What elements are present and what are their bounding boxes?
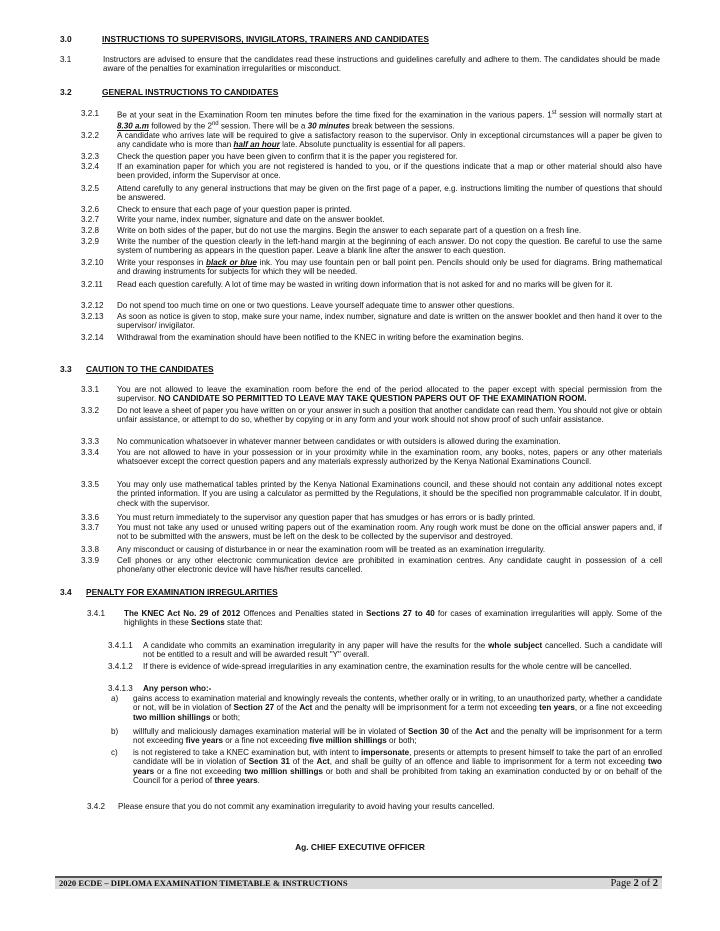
item-3-4-1 <box>87 609 662 628</box>
item-number: 3.3.6 <box>81 513 100 522</box>
item-text: Write the number of the question clearly in the left-hand margin at the beginning of each answer. Do not copy the question. Be careful to use the same system of numbering as appears in the question paper. Leave a blank line after the answer to each question. <box>117 237 662 256</box>
item-text: Read each question carefully. A lot of time may be wasted in writing down information that is not asked for and no marks will be given for it. <box>117 280 613 289</box>
sub-item-label: b) <box>111 727 119 736</box>
paragraph-text: Instructors are advised to ensure that the candidates read these instructions and guidelines carefully and adhere to them. The candidates should be made aware of the penalties for examination irregularities or misconduct. <box>103 55 660 74</box>
item-text: The KNEC Act No. 29 of 2012 Offences and Penalties stated in Sections 27 to 40 for cases of examination irregularities will apply. Some of the highlights in these Sections state that: <box>124 609 662 628</box>
sub-item-text: gains access to examination material and knowingly reveals the contents, whether orally or in writing, to an unauthorized party, whether a candidate or not, will be in violation of Section 27 of the Act and the penalty will be imprisonment for a term not exceeding ten years, or a fine not exceeding two million shillings or both; <box>133 694 662 722</box>
item-number: 3.2.5 <box>81 184 100 193</box>
item-text: You must return immediately to the supervisor any question paper that has smudges or has errors or is badly printed. <box>117 513 536 522</box>
item-number: 3.3.8 <box>81 545 100 554</box>
section-title: INSTRUCTIONS TO SUPERVISORS, INVIGILATORS, TRAINERS AND CANDIDATES <box>102 34 429 44</box>
section-number: 3.3 <box>60 364 72 374</box>
item-number: 3.4.2 <box>87 802 106 811</box>
section-3-2-heading <box>60 87 279 97</box>
item-text: Check to ensure that each page of your question paper is printed. <box>117 205 352 214</box>
section-number: 3.2 <box>60 87 72 97</box>
item-number: 3.2.11 <box>81 280 103 289</box>
item-3-3-3 <box>81 437 662 446</box>
item-3-3-2 <box>81 406 662 425</box>
item-3-2-7 <box>81 215 662 224</box>
item-text: If there is evidence of wide-spread irregularities in any examination centre, the examination results for the whole centre will be cancelled. <box>143 662 632 671</box>
item-number: 3.2.10 <box>81 258 104 267</box>
item-3-4-1-1 <box>108 641 662 660</box>
item-3-3-6 <box>81 513 662 522</box>
item-text: You may only use mathematical tables printed by the Kenya National Examinations council, and these should not contain any additional notes except the printed information. If you are using a calculator as permitted by the Regulations, it should be the specified non programmable calculator. If in doubt, check with the supervisor. <box>117 480 662 508</box>
item-3-2-13 <box>81 312 662 331</box>
item-3-2-12 <box>81 301 662 310</box>
item-text: Write on both sides of the paper, but do not use the margins. Begin the answer to each separate part of a question on a fresh line. <box>117 226 582 235</box>
item-3-4-1-2 <box>108 662 662 671</box>
footer-title: 2020 ECDE – DIPLOMA EXAMINATION TIMETABLE & INSTRUCTIONS <box>59 877 348 888</box>
item-text: Attend carefully to any general instructions that may be given on the first page of a paper, e.g. instructions limiting the number of questions that should be answered. <box>117 184 662 203</box>
item-number: 3.2.8 <box>81 226 100 235</box>
page-footer <box>55 876 662 889</box>
section-3-4-heading <box>60 587 278 597</box>
section-number: 3.0 <box>60 34 72 44</box>
item-3-2-14 <box>81 333 662 342</box>
item-text: Write your responses in black or blue ink. You may use fountain pen or ball point pen. Pencils should only be used for diagrams. Bring mathematical and drawing instruments for subjects for which they will be needed. <box>117 258 662 277</box>
item-3-4-1-3 <box>108 684 662 693</box>
item-text: You must not take any used or unused writing papers out of the examination room. Any rough work must be done on the official answer papers and, if not to be submitted with the answers, must be left on the desk to be collected by the supervisor and destroyed. <box>117 523 662 542</box>
item-3-2-1 <box>81 109 662 131</box>
item-text: If an examination paper for which you are not registered is handed to you, or if the questions indicate that a map or other material should also have been provided, inform the Supervisor at once. <box>117 162 662 181</box>
item-number: 3.3.9 <box>81 556 100 565</box>
item-text: You are not allowed to leave the examination room before the end of the period allocated to the paper except with special permission from the supervisor. NO CANDIDATE SO PERMITTED TO LEAVE MAY TAKE QUESTION PAPERS OUT OF THE EXAMINATION ROOM. <box>117 385 662 404</box>
item-3-2-10 <box>81 258 662 277</box>
paragraph-3-1 <box>60 55 660 74</box>
item-3-3-4 <box>81 448 662 467</box>
section-3-0-heading <box>60 34 429 44</box>
item-3-3-5 <box>81 480 662 508</box>
sub-item-a <box>111 694 662 722</box>
item-number: 3.2.6 <box>81 205 100 214</box>
item-text: You are not allowed to have in your possession or in your proximity while in the examination room, any books, notes, papers or any other materials whatsoever except the correct question papers and any materials expressly authorized by the Kenya National Examinations Council. <box>117 448 662 467</box>
item-text: No communication whatsoever in whatever manner between candidates or with outsiders is allowed during the examination. <box>117 437 561 446</box>
item-3-2-2 <box>81 131 662 150</box>
item-text: Write your name, index number, signature and date on the answer booklet. <box>117 215 385 224</box>
paragraph-number: 3.1 <box>60 55 72 64</box>
item-number: 3.2.2 <box>81 131 100 140</box>
item-3-3-7 <box>81 523 662 542</box>
item-3-2-9 <box>81 237 662 256</box>
section-number: 3.4 <box>60 587 72 597</box>
item-number: 3.2.13 <box>81 312 104 321</box>
section-title: CAUTION TO THE CANDIDATES <box>86 364 214 374</box>
item-3-2-4 <box>81 162 662 181</box>
item-text: Check the question paper you have been given to confirm that it is the paper you registered for. <box>117 152 458 161</box>
item-number: 3.4.1 <box>87 609 106 618</box>
sub-item-text: is not registered to take a KNEC examination but, with intent to impersonate, presents or attempts to present himself to take the part of an enrolled candidate will be in violation of Section 31 of the Act, and shall be guilty of an offence and liable to imprisonment for a term not exceeding two years or a fine not exceeding two million shillings or both and shall be prohibited from taking an examination conducted by or on behalf of the Council for a period of three years. <box>133 748 662 785</box>
item-number: 3.2.4 <box>81 162 100 171</box>
item-number: 3.2.9 <box>81 237 100 246</box>
item-text: As soon as notice is given to stop, make sure your name, index number, signature and date is written on the answer booklet and then hand it over to the supervisor/ invigilator. <box>117 312 662 331</box>
item-text: Any misconduct or causing of disturbance in or near the examination room will be treated as an examination irregularity. <box>117 545 546 554</box>
item-number: 3.3.5 <box>81 480 100 489</box>
sub-item-c <box>111 748 662 785</box>
item-number: 3.2.1 <box>81 109 100 118</box>
item-text: Cell phones or any other electronic communication device are prohibited in examination centres. Any candidate caught in possession of a cell phone/any other electronic device will have his/her results cancelled. <box>117 556 662 575</box>
signature-title: Ag. CHIEF EXECUTIVE OFFICER <box>295 842 425 852</box>
item-text: Do not spend too much time on one or two questions. Leave yourself adequate time to answer other questions. <box>117 301 515 310</box>
sub-item-label: a) <box>111 694 119 703</box>
item-number: 3.3.3 <box>81 437 100 446</box>
item-3-2-5 <box>81 184 662 203</box>
item-3-2-11 <box>81 280 662 289</box>
item-3-2-8 <box>81 226 662 235</box>
sub-item-label: c) <box>111 748 118 757</box>
item-3-3-1 <box>81 385 662 404</box>
item-number: 3.2.12 <box>81 301 104 310</box>
item-3-3-8 <box>81 545 662 554</box>
item-number: 3.4.1.2 <box>108 662 133 671</box>
item-3-4-2 <box>87 802 662 811</box>
item-3-2-3 <box>81 152 662 161</box>
item-text: Be at your seat in the Examination Room ten minutes before the time fixed for the examination in the various papers. 1st session will normally start at 8.30 a.m followed by the 2nd session. There will be a 30 minutes break between the sessions. <box>117 110 662 131</box>
section-3-3-heading <box>60 364 214 374</box>
item-text: Any person who:- <box>143 684 212 693</box>
sub-item-text: willfully and maliciously damages examination material will be in violated of Section 30 of the Act and the penalty will be imprisonment for a term not exceeding five years or a fine not exceeding five million shillings or both; <box>133 727 662 746</box>
section-title: GENERAL INSTRUCTIONS TO CANDIDATES <box>102 87 279 97</box>
item-number: 3.3.4 <box>81 448 100 457</box>
item-text: A candidate who arrives late will be required to give a satisfactory reason to the supervisor. Only in exceptional circumstances will a paper be given to any candidate who is more than half an hour late. Absolute punctuality is essential for all papers. <box>117 131 662 150</box>
item-text: A candidate who commits an examination irregularity in any paper will have the results for the whole subject cancelled. Such a candidate will not be entitled to a result and will be awarded result "Y" overall. <box>143 641 663 660</box>
item-text: Withdrawal from the examination should have been notified to the KNEC in writing before the examination begins. <box>117 333 524 342</box>
item-number: 3.2.7 <box>81 215 100 224</box>
item-3-3-9 <box>81 556 662 575</box>
sub-item-b <box>111 727 662 746</box>
item-number: 3.4.1.3 <box>108 684 133 693</box>
item-number: 3.2.14 <box>81 333 104 342</box>
item-number: 3.3.1 <box>81 385 100 394</box>
page-number: Page 2 of 2 <box>610 877 658 889</box>
item-3-2-6 <box>81 205 662 214</box>
item-number: 3.3.7 <box>81 523 100 532</box>
item-text: Do not leave a sheet of paper you have written on or your answer in such a position that another candidate can read them. You should not give or obtain unfair assistance, or attempt to do so, whether by copying or in any form and your work should not show proof of such unfair assistance. <box>117 406 662 425</box>
item-number: 3.3.2 <box>81 406 100 415</box>
item-number: 3.4.1.1 <box>108 641 133 650</box>
item-number: 3.2.3 <box>81 152 100 161</box>
item-text: Please ensure that you do not commit any examination irregularity to avoid having your results cancelled. <box>118 802 495 811</box>
section-title: PENALTY FOR EXAMINATION IRREGULARITIES <box>86 587 278 597</box>
